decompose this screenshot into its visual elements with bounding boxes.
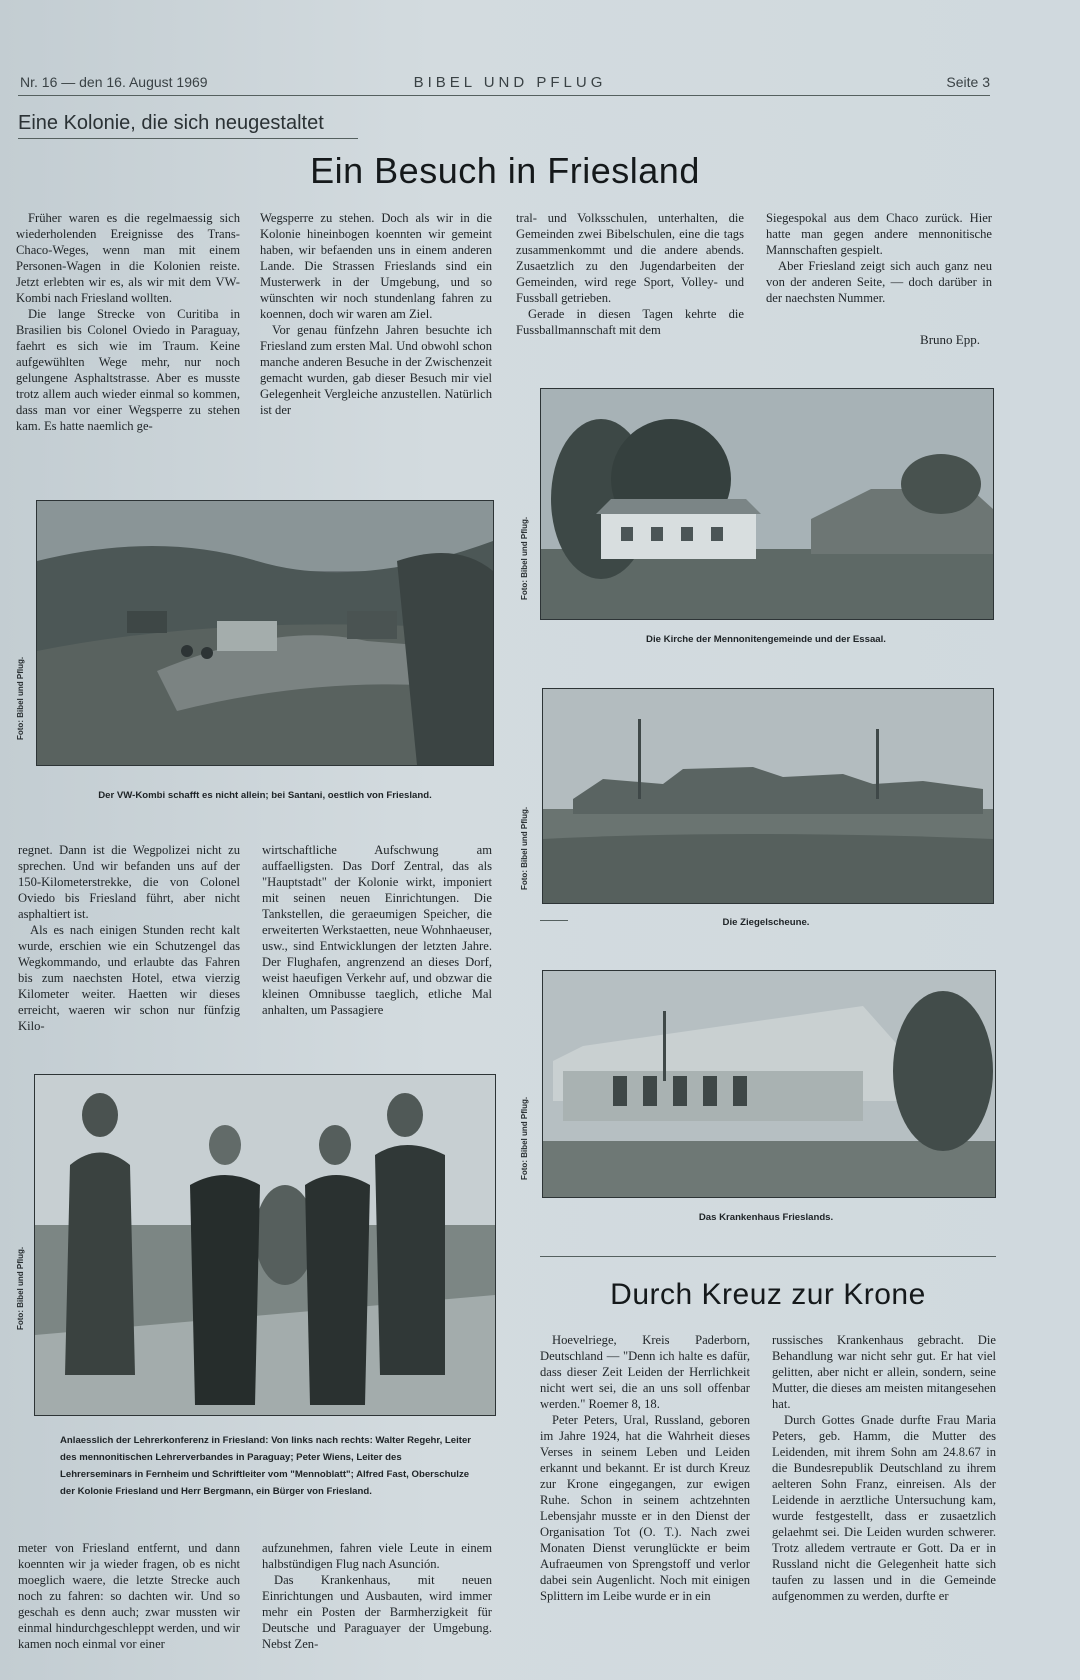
article1-col3 (516, 210, 744, 338)
article2-headline: Durch Kreuz zur Krone (610, 1278, 926, 1311)
paper-title: BIBEL UND PFLUG (413, 74, 607, 91)
header-rule (18, 95, 990, 96)
paragraph: Gerade in diesen Tagen kehrte die Fussballmannschaft mit dem (516, 307, 744, 337)
church-caption: Die Kirche der Mennonitengemeinde und der Essaal. (646, 634, 886, 645)
article-separator (540, 1256, 996, 1257)
photo-credit: Foto: Bibel und Pflug. (16, 656, 25, 740)
paragraph: tral- und Volksschulen, unterhalten, die Gemeinden zwei Bibelschulen, eine die tags zusammenkommt und die andere abends. Zusaetzlich zu den Jugendarbeiten der Gemeinden, wird rege Sport, Volley- und Fussball getrieben. (516, 211, 744, 305)
teachers-photo (34, 1074, 496, 1416)
photo-credit: Foto: Bibel und Pflug. (520, 1096, 529, 1180)
hospital-photo (542, 970, 996, 1198)
photo-credit: Foto: Bibel und Pflug. (16, 1246, 25, 1330)
paragraph: meter von Friesland entfernt, und dann koennten wir ja wieder fragen, ob es nicht moeglich waere, die letzte Strecke auch noch zu fahren: so dachten wir. Und so geschah es denn auch; zwar mussten wir einmal hindurchgeschleppt werden, und wir kamen noch einmal vor einer (18, 1541, 240, 1651)
church-photo (540, 388, 994, 620)
teachers-image (35, 1075, 495, 1415)
paragraph: wirtschaftliche Aufschwung am auffaelligsten. Das Dorf Zentral, das als "Hauptstadt" der Kolonie wirkt, imponiert mit seinen neuen Einrichtungen. Die Tankstellen, die geraeumigen Speicher, die erweiterten Werkstaetten, neue Wohnhaeuser, usw., sind Entwicklungen der letzten Jahre. Der Flughafen, angrenzend an dieses Dorf, weist haeufigen Verkehr auf, und obzwar die kleinen Omnibusse taeglich, etliche Mal anhalten, um Passagiere (262, 843, 492, 1017)
paragraph: aufzunehmen, fahren viele Leute in einem halbstündigen Flug nach Asunción. (262, 1541, 492, 1571)
paragraph: Peter Peters, Ural, Russland, geboren im Jahre 1924, hat die Wahrheit dieses Verses in seinem Leben und Leiden erkannt und bekannt. Er ist durch Kreuz zur Krone eingegangen, zur ewigen Ruhe. Schon in seinem achtzehnten Lebensjahr musste er in den Dienst der Organisation Tot (O. T.). Nach zwei Monaten Dienst verunglückte er beim Aufraeumen von Sprengstoff und verlor dabei sein Augenlicht. Noch mit einigen Splittern im Leibe wurde er in ein (540, 1413, 750, 1603)
article-headline: Ein Besuch in Friesland (310, 150, 700, 191)
article1-col2 (260, 210, 492, 418)
paragraph: regnet. Dann ist die Wegpolizei nicht zu sprechen. Und wir befanden uns auf der 150-Kilometerstrekke, die von Colonel Oviedo bis Friesland führt, aber nicht asphaltiert ist. (18, 843, 240, 921)
photo-credit: Foto: Bibel und Pflug. (520, 516, 529, 600)
author-signature: Bruno Epp. (920, 332, 980, 347)
article1-mid-col1 (18, 842, 240, 1034)
article1-bottom-col2 (262, 1540, 492, 1652)
article1-bottom-col1 (18, 1540, 240, 1652)
brick-barn-photo (542, 688, 994, 904)
teachers-caption: Anlaesslich der Lehrerkonferenz in Friesland: Von links nach rechts: Walter Regehr, Leiter des mennonitischen Lehrerverbandes in Paraguay; Peter Wiens, Leiter des Lehrerseminars in Fernheim und Schriftleiter vom "Mennoblatt"; Alfred Fast, Oberschulze der Kolonie Friesland und Herr Bergmann, ein Bürger von Friesland. (60, 1435, 472, 1497)
vw-kombi-photo (36, 500, 494, 766)
photo-credit: Foto: Bibel und Pflug. (520, 806, 529, 890)
article-kicker: Eine Kolonie, die sich neugestaltet (18, 112, 324, 134)
hospital-image (543, 971, 995, 1197)
paragraph: Hoevelriege, Kreis Paderborn, Deutschland — "Denn ich halte es dafür, dass dieser Zeit Leiden der Herrlichkeit nicht wert sei, die an uns soll offenbar werden." Roemer 8, 18. (540, 1333, 750, 1411)
church-image (541, 389, 993, 619)
vw-kombi-image (37, 501, 493, 765)
paragraph: russisches Krankenhaus gebracht. Die Behandlung war nicht sehr gut. Er hat viel gelitten, aber nicht er allein, sondern, seine Mutter, die dieses am meisten mitangesehen hat. (772, 1333, 996, 1411)
paragraph: Vor genau fünfzehn Jahren besuchte ich Friesland zum ersten Mal. Und obwohl schon manche anderen Besuche in der Zwischenzeit gemacht wurden, gab dieser Besuch mir viel Gelegenheit Vergleiche anzustellen. Natürlich ist der (260, 323, 492, 417)
article1-mid-col2 (262, 842, 492, 1018)
brick-barn-image (543, 689, 993, 903)
hospital-caption: Das Krankenhaus Frieslands. (698, 1212, 834, 1223)
vw-kombi-caption: Der VW-Kombi schafft es nicht allein; bei Santani, oestlich von Friesland. (98, 790, 432, 801)
paragraph: Wegsperre zu stehen. Doch als wir in die Kolonie hineinbogen koennten wir gemeint haben, wir befaenden uns in einem anderen Lande. Die Strassen Frieslands sind ein Musterwerk in der Umgebung, und so wünschten wir noch stundenlang fahren zu koennen, doch wir waren am Ziel. (260, 211, 492, 321)
paragraph: Durch Gottes Gnade durfte Frau Maria Peters, geb. Hamm, die Mutter des Leidenden, mit ihrem Sohn am 24.8.67 in die Bundesrepublik Deutschland zu ihrem aelteren Sohn Franz, einreisen. Als der Leidende in aerztliche Untersuchung kam, wurde festgestellt, dass er zusaetzlich gelaehmt sei. Die Leiden wurden schwerer. Trotz alledem vertraute er Gott. Da er in Russland nicht die Gelegenheit hatte sich taufen zu lassen und in die Gemeinde aufgenommen zu werden, durfte er (772, 1413, 996, 1603)
issue-date: Nr. 16 — den 16. August 1969 (20, 74, 208, 90)
paragraph: Die lange Strecke von Curitiba in Brasilien bis Colonel Oviedo in Paraguay, faehrt es sich wie im Traum. Keine aufgewühlten Wege mehr, nur noch gelungene Asphaltstrasse. Aber es musste trotz allem auch wieder einmal so kommen, dass man vor einer Wegsperre zu stehen kam. Es hatte naemlich ge- (16, 307, 240, 433)
paragraph: Das Krankenhaus, mit neuen Einrichtungen und Ausbauten, wird immer mehr ein Posten der Barmherzigkeit für Deutsche und Paraguayer der Umgebung. Nebst Zen- (262, 1573, 492, 1651)
article2-col1 (540, 1332, 750, 1604)
kicker-rule (18, 138, 358, 139)
paragraph: Früher waren es die regelmaessig sich wiederholenden Ereignisse des Trans-Chaco-Weges, wenn man mit einem Personen-Wagen in die Kolonien reiste. Jetzt erlebten wir es, als wir mit dem VW-Kombi nach Friesland wollten. (16, 211, 240, 305)
paragraph: Aber Friesland zeigt sich auch ganz neu von der anderen Seite, — doch darüber in der naechsten Nummer. (766, 259, 992, 305)
paragraph: Als es nach einigen Stunden recht kalt wurde, erschien wie ein Schutzengel das Wegkommando, und erlaubte das Fahren bis zum naechsten Hotel, etwa vierzig Kilometer weiter. Haetten wir dieses erreicht, waeren wir schon nur fünfzig Kilo- (18, 923, 240, 1033)
page-number: Seite 3 (946, 74, 990, 90)
brick-barn-caption: Die Ziegelscheune. (722, 917, 810, 928)
article2-col2 (772, 1332, 996, 1604)
paragraph: Siegespokal aus dem Chaco zurück. Hier hatte man gegen andere mennonitische Mannschaften gespielt. (766, 211, 992, 257)
article1-col1 (16, 210, 240, 434)
article1-col4 (766, 210, 992, 306)
